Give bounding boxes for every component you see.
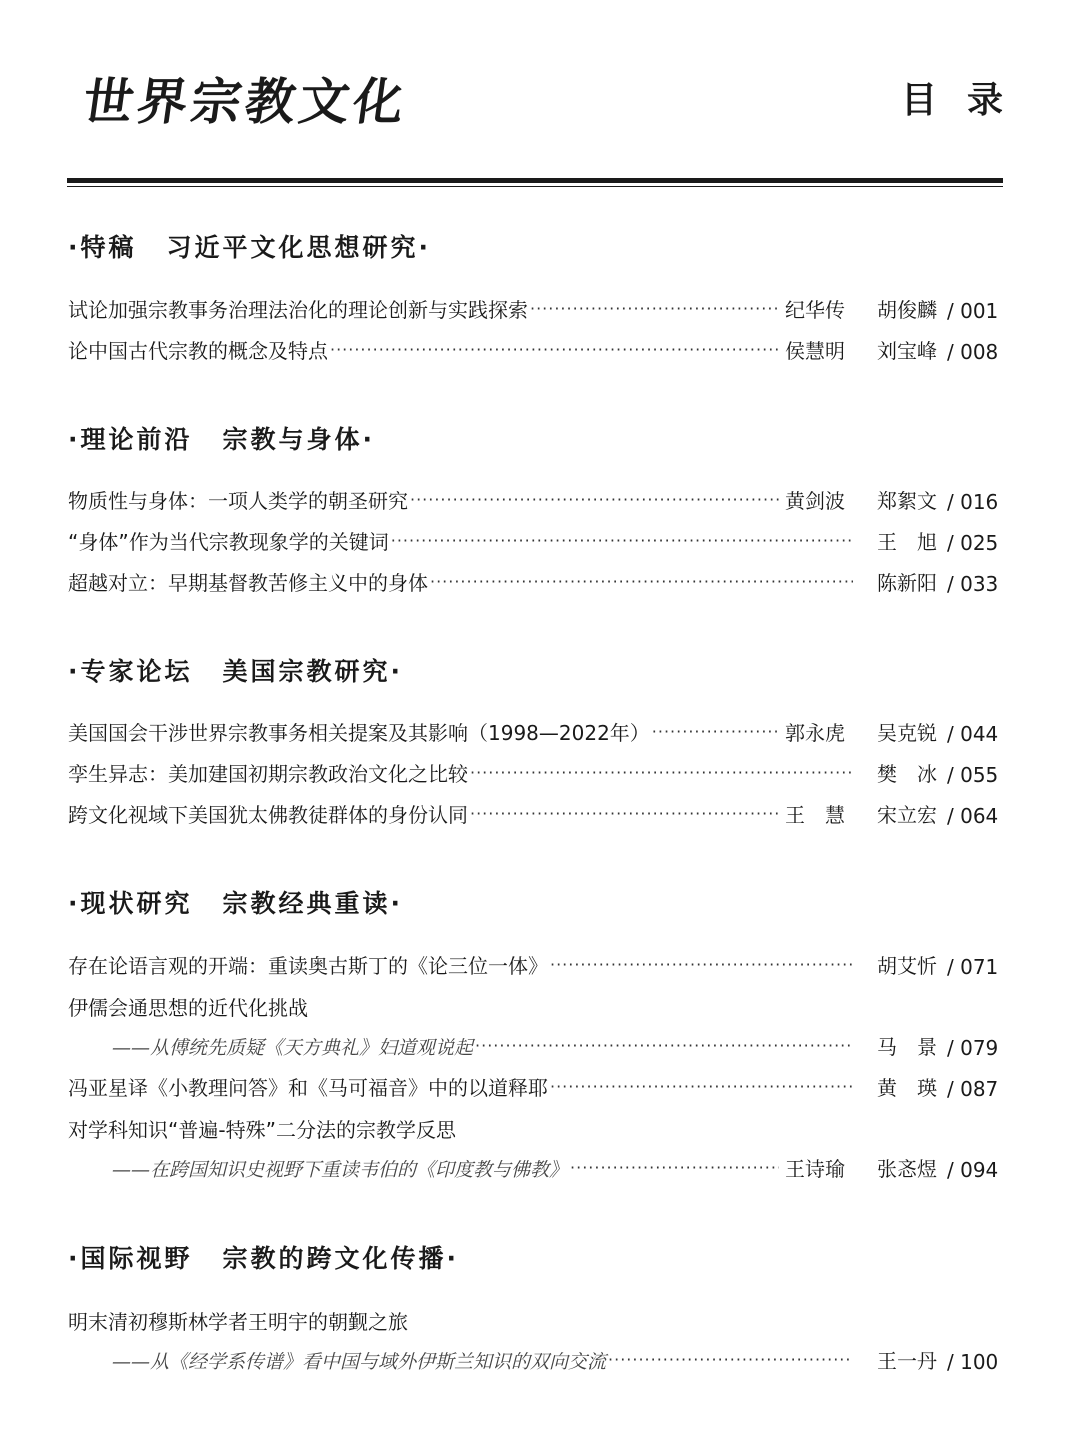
- dot-leader: [430, 572, 853, 591]
- toc-entry-subtitle[interactable]: [68, 1030, 1003, 1060]
- section-title: ·现状研究 宗教经典重读·: [68, 889, 403, 918]
- entry-author: 黄剑波: [785, 489, 845, 513]
- entry-author: 王 慧: [785, 803, 845, 827]
- entry-title: 物质性与身体：一项人类学的朝圣研究: [68, 489, 408, 513]
- dot-leader: [470, 804, 779, 823]
- entry-author: 郑絮文: [877, 489, 937, 513]
- entry-subtitle: ——从傅统先质疑《天方典礼》妇道观说起: [112, 1037, 474, 1059]
- entry-title: 超越对立：早期基督教苦修主义中的身体: [68, 571, 428, 595]
- entry-author: 王诗瑜: [785, 1157, 845, 1181]
- dot-leader: [330, 340, 779, 359]
- toc-entry[interactable]: [68, 1071, 1003, 1101]
- entry-page: / 087: [947, 1077, 999, 1101]
- section-title: ·理论前沿 宗教与身体·: [68, 425, 375, 454]
- entry-author: 马 景: [877, 1035, 937, 1059]
- section-title: ·国际视野 宗教的跨文化传播·: [68, 1244, 459, 1273]
- dot-leader: [652, 722, 779, 741]
- entry-page: / 001: [947, 299, 999, 323]
- entry-author: 刘宝峰: [877, 339, 937, 363]
- entry-page: / 079: [947, 1036, 999, 1060]
- entry-author: 宋立宏: [877, 803, 937, 827]
- entry-title[interactable]: 明末清初穆斯林学者王明宇的朝觐之旅: [68, 1310, 408, 1334]
- header-rule-thin: [67, 186, 1003, 187]
- dot-leader: [550, 955, 853, 974]
- section-title: ·专家论坛 美国宗教研究·: [68, 657, 403, 686]
- entry-page: / 025: [947, 531, 999, 555]
- entry-page: / 016: [947, 490, 999, 514]
- dot-leader: [608, 1350, 853, 1369]
- toc-entry[interactable]: [68, 566, 1003, 596]
- journal-title: 世界宗教文化: [79, 72, 412, 131]
- entry-subtitle: ——在跨国知识史视野下重读韦伯的《印度教与佛教》: [112, 1159, 569, 1181]
- toc-entry[interactable]: [68, 798, 1003, 828]
- entry-title: 孪生异志：美加建国初期宗教政治文化之比较: [68, 762, 468, 786]
- entry-author: 黄 瑛: [877, 1076, 937, 1100]
- entry-title: 冯亚星译《小教理问答》和《马可福音》中的以道释耶: [68, 1076, 548, 1100]
- toc-title: 目录: [900, 80, 1033, 121]
- entry-title[interactable]: 伊儒会通思想的近代化挑战: [68, 996, 308, 1020]
- toc-entry-subtitle[interactable]: [68, 1344, 1003, 1374]
- entry-page: / 044: [947, 722, 999, 746]
- entry-author: 胡艾忻: [877, 954, 937, 978]
- entry-page: / 055: [947, 763, 999, 787]
- entry-page: / 094: [947, 1158, 999, 1182]
- toc-entry[interactable]: [68, 757, 1003, 787]
- entry-page: / 033: [947, 572, 999, 596]
- dot-leader: [391, 531, 853, 550]
- entry-title: 跨文化视域下美国犹太佛教徒群体的身份认同: [68, 803, 468, 827]
- entry-author: 侯慧明: [785, 339, 845, 363]
- entry-author: 纪华传: [785, 298, 845, 322]
- entry-page: / 100: [947, 1350, 999, 1374]
- toc-entry[interactable]: [68, 949, 1003, 979]
- header-rule-thick: [67, 178, 1003, 183]
- entry-title: “身体”作为当代宗教现象学的关键词: [68, 530, 389, 554]
- entry-author: 张忞煜: [877, 1157, 937, 1181]
- entry-author: 王 旭: [877, 530, 937, 554]
- toc-entry[interactable]: [68, 484, 1003, 514]
- entry-author: 胡俊麟: [877, 298, 937, 322]
- page-header: [68, 62, 1033, 132]
- entry-subtitle: ——从《经学系传谱》看中国与域外伊斯兰知识的双向交流: [112, 1351, 607, 1373]
- toc-entry[interactable]: [68, 716, 1003, 746]
- toc-entry[interactable]: [68, 525, 1003, 555]
- entry-page: / 008: [947, 340, 999, 364]
- entry-title: 美国国会干涉世界宗教事务相关提案及其影响（1998—2022年）: [68, 721, 650, 745]
- dot-leader: [410, 490, 779, 509]
- entry-author: 王一丹: [877, 1349, 937, 1373]
- toc-entry-subtitle[interactable]: [68, 1152, 1003, 1182]
- entry-title[interactable]: 对学科知识“普遍-特殊”二分法的宗教学反思: [68, 1118, 456, 1142]
- entry-page: / 064: [947, 804, 999, 828]
- entry-author: 樊 冰: [877, 762, 937, 786]
- entry-author: 郭永虎: [785, 721, 845, 745]
- entry-author: 陈新阳: [877, 571, 937, 595]
- dot-leader: [550, 1077, 853, 1096]
- dot-leader: [470, 763, 853, 782]
- dot-leader: [475, 1036, 853, 1055]
- entry-title: 试论加强宗教事务治理法治化的理论创新与实践探索: [68, 298, 528, 322]
- section-title: ·特稿 习近平文化思想研究·: [68, 233, 431, 262]
- entry-author: 吴克锐: [877, 721, 937, 745]
- entry-title: 存在论语言观的开端：重读奥古斯丁的《论三位一体》: [68, 954, 548, 978]
- dot-leader: [530, 299, 779, 318]
- toc-entry[interactable]: [68, 334, 1003, 364]
- entry-title: 论中国古代宗教的概念及特点: [68, 339, 328, 363]
- dot-leader: [570, 1158, 779, 1177]
- toc-entry[interactable]: [68, 293, 1003, 323]
- entry-page: / 071: [947, 955, 999, 979]
